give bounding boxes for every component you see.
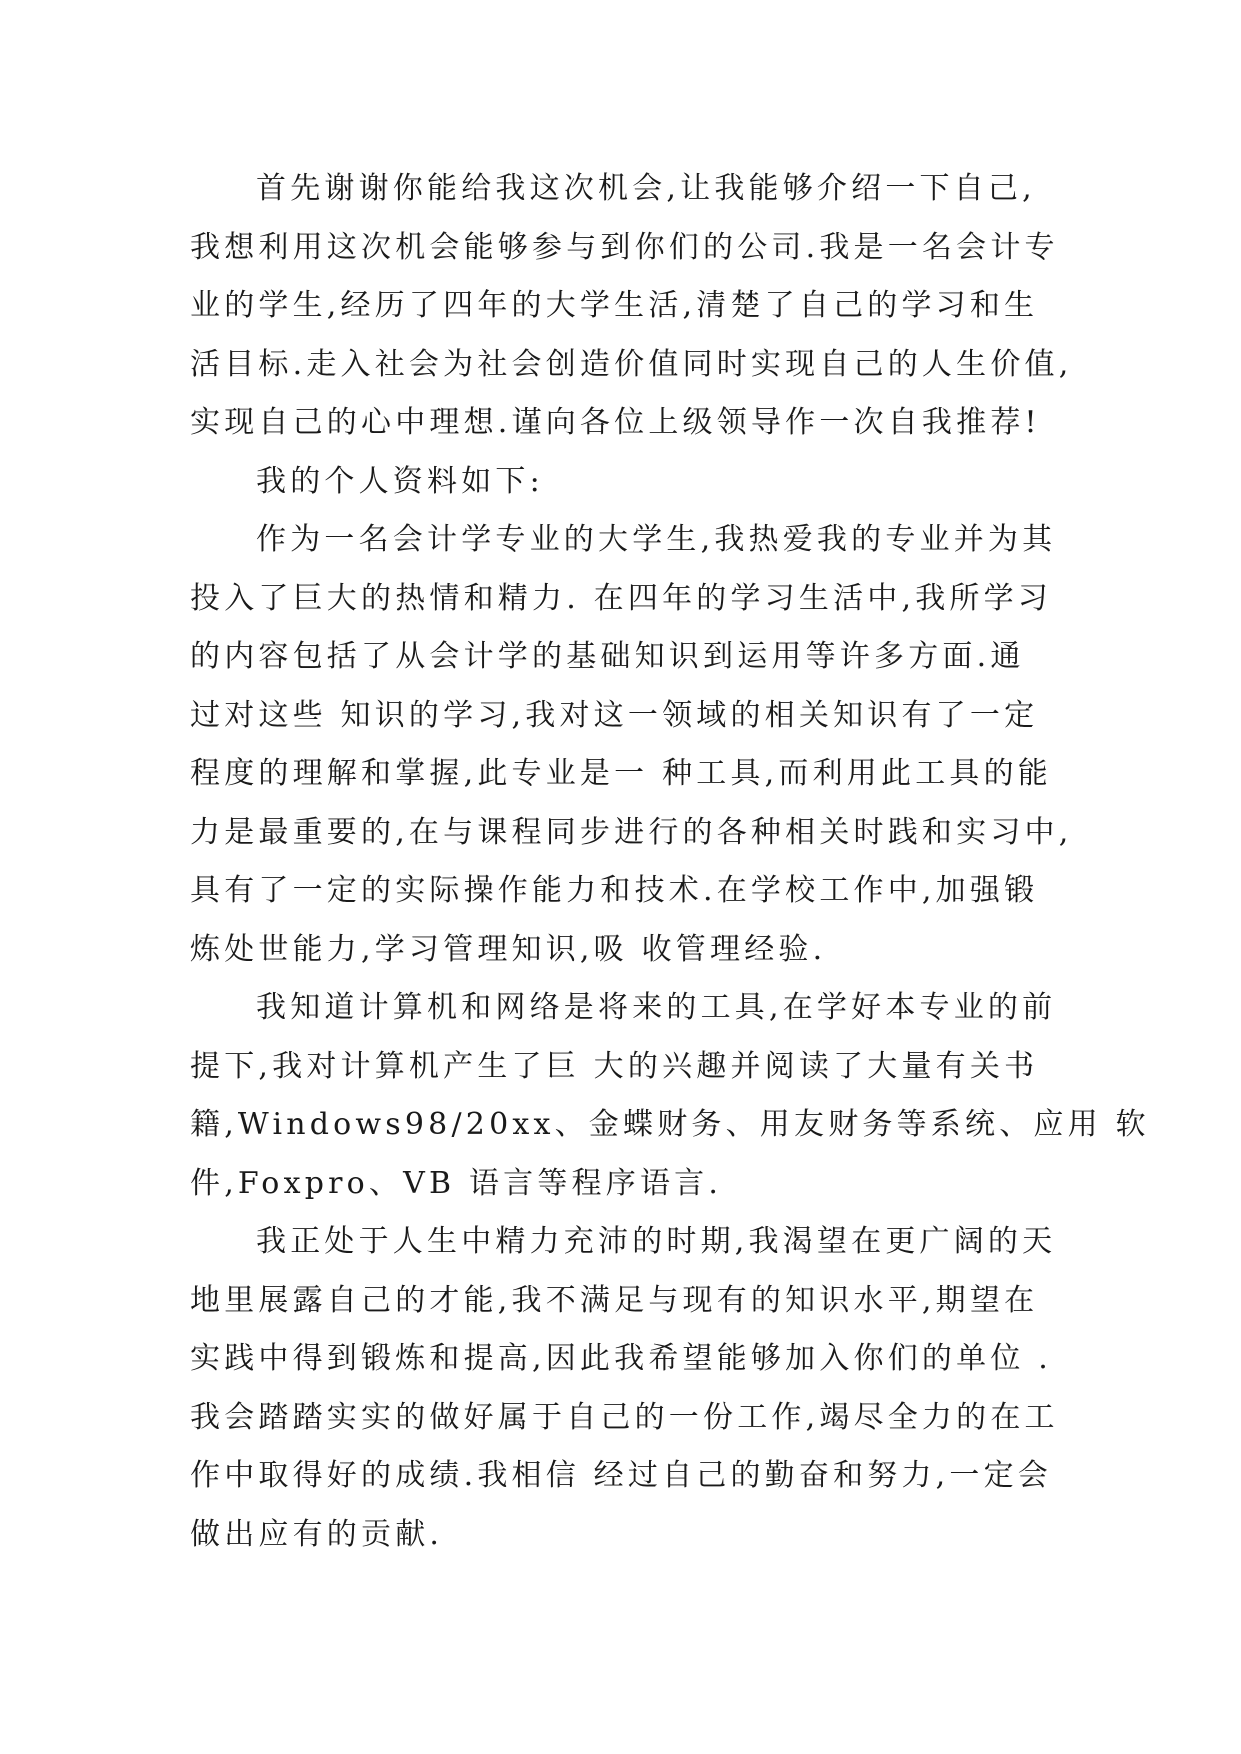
paragraph-2-line-1: 我的个人资料如下: bbox=[256, 463, 544, 499]
paragraph-3-line-8: 炼处世能力,学习管理知识,吸 收管理经验. bbox=[190, 931, 827, 967]
paragraph-4-line-3: 籍,Windows98/20xx、金蝶财务、用友财务等系统、应用 软 bbox=[190, 1107, 1150, 1142]
paragraph-3-line-2: 投入了巨大的热情和精力. 在四年的学习生活中,我所学习 bbox=[190, 580, 1053, 616]
paragraph-3-line-4: 过对这些 知识的学习,我对这一领域的相关知识有了一定 bbox=[190, 697, 1039, 733]
paragraph-5-line-4: 我会踏踏实实的做好属于自己的一份工作,竭尽全力的在工 bbox=[190, 1399, 1059, 1435]
paragraph-4-line-4: 件,Foxpro、VB 语言等程序语言. bbox=[190, 1165, 723, 1201]
paragraph-5-line-2: 地里展露自己的才能,我不满足与现有的知识水平,期望在 bbox=[190, 1282, 1039, 1318]
paragraph-1-line-5: 实现自己的心中理想.谨向各位上级领导作一次自我推荐! bbox=[190, 405, 1041, 440]
paragraph-5-line-6: 做出应有的贡献. bbox=[190, 1516, 444, 1552]
paragraph-5-line-5: 作中取得好的成绩.我相信 经过自己的勤奋和努力,一定会 bbox=[190, 1458, 1053, 1493]
paragraph-1-line-1: 首先谢谢你能给我这次机会,让我能够介绍一下自己, bbox=[256, 171, 1036, 206]
paragraph-3-line-5: 程度的理解和掌握,此专业是一 种工具,而利用此工具的能 bbox=[190, 756, 1053, 791]
paragraph-4-line-2: 提下,我对计算机产生了巨 大的兴趣并阅读了大量有关书 bbox=[190, 1048, 1039, 1084]
paragraph-4-line-1: 我知道计算机和网络是将来的工具,在学好本专业的前 bbox=[256, 990, 1057, 1025]
paragraph-1-line-4: 活目标.走入社会为社会创造价值同时实现自己的人生价值, bbox=[190, 346, 1073, 382]
paragraph-5-line-1: 我正处于人生中精力充沛的时期,我渴望在更广阔的天 bbox=[256, 1224, 1057, 1259]
paragraph-3-line-7: 具有了一定的实际操作能力和技术.在学校工作中,加强锻 bbox=[190, 873, 1039, 908]
paragraph-3-line-3: 的内容包括了从会计学的基础知识到运用等许多方面.通 bbox=[190, 639, 1025, 674]
paragraph-3-line-1: 作为一名会计学专业的大学生,我热爱我的专业并为其 bbox=[256, 522, 1057, 557]
paragraph-1-line-2: 我想利用这次机会能够参与到你们的公司.我是一名会计专 bbox=[190, 229, 1059, 265]
paragraph-5-line-3: 实践中得到锻炼和提高,因此我希望能够加入你们的单位 . bbox=[190, 1341, 1053, 1376]
paragraph-3-line-6: 力是最重要的,在与课程同步进行的各种相关时践和实习中, bbox=[190, 814, 1073, 850]
paragraph-1-line-3: 业的学生,经历了四年的大学生活,清楚了自己的学习和生 bbox=[190, 288, 1039, 323]
document-body bbox=[190, 160, 1150, 1564]
